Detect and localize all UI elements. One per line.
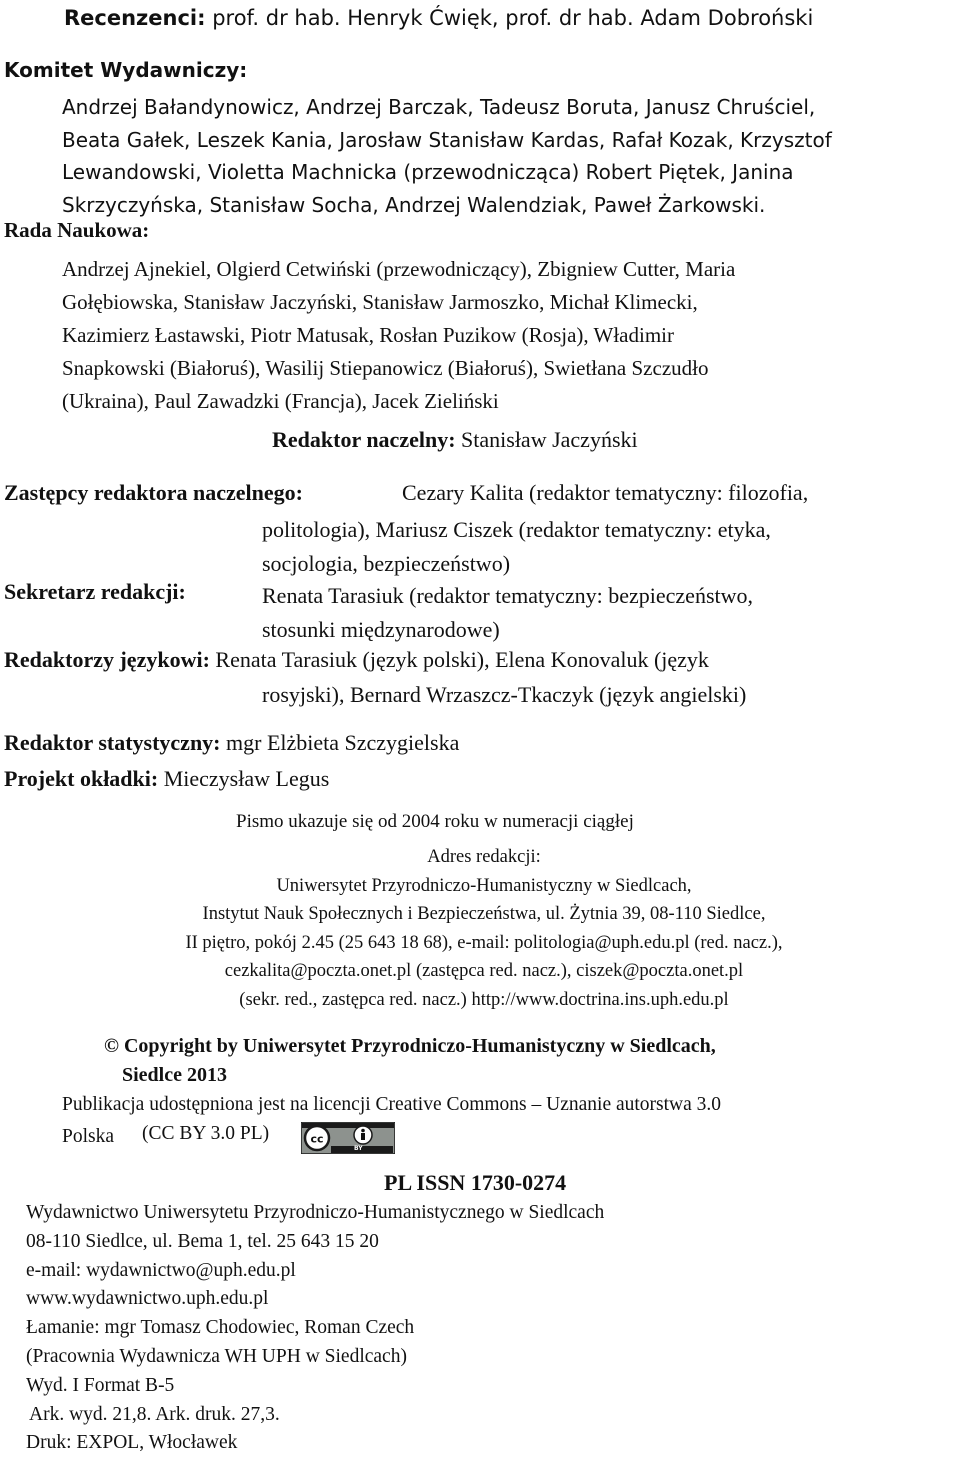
science-council-line: Kazimierz Łastawski, Piotr Matusak, Rosłan Puzikow (Rosja), Władimir bbox=[62, 323, 675, 347]
deputy-editors-rest bbox=[262, 513, 771, 580]
secretary-line: stosunki międzynarodowe) bbox=[262, 617, 500, 642]
cover-design-value: Mieczysław Legus bbox=[158, 766, 330, 791]
publisher-line: 08-110 Siedlce, ul. Bema 1, tel. 25 643 15 20 bbox=[26, 1230, 379, 1252]
address-line: II piętro, pokój 2.45 (25 643 18 68), e-mail: politologia@uph.edu.pl (red. nacz.), bbox=[185, 932, 783, 953]
editorial-address bbox=[84, 843, 884, 1014]
committee-line: Skrzyczyńska, Stanisław Socha, Andrzej Walendziak, Paweł Żarkowski. bbox=[62, 192, 766, 217]
science-council-line: Gołębiowska, Stanisław Jaczyński, Stanisław Jarmoszko, Michał Klimecki, bbox=[62, 290, 698, 314]
publisher-line: Druk: EXPOL, Włocławek bbox=[26, 1432, 238, 1454]
language-editors-first: Renata Tarasiuk (język polski), Elena Konovaluk (język bbox=[209, 647, 709, 672]
address-line: Instytut Nauk Społecznych i Bezpieczeństwa, ul. Żytnia 39, 08-110 Siedlce, bbox=[202, 904, 766, 924]
language-editors bbox=[4, 647, 709, 673]
address-title: Adres redakcji: bbox=[427, 847, 541, 867]
publication-note: Pismo ukazuje się od 2004 roku w numeracji ciągłej bbox=[236, 811, 634, 832]
address-line: Uniwersytet Przyrodniczo-Humanistyczny w Siedlcach, bbox=[276, 875, 692, 896]
secretary-value bbox=[262, 579, 753, 647]
deputy-editors-line: politologia), Mariusz Ciszek (redaktor tematyczny: etyka, bbox=[262, 517, 771, 542]
committee-line: Lewandowski, Violetta Machnicka (przewodnicząca) Robert Piętek, Janina bbox=[62, 160, 794, 184]
statistical-editor-label: Redaktor statystyczny: bbox=[4, 730, 221, 755]
secretary-label: Sekretarz redakcji: bbox=[4, 579, 186, 604]
publisher-line: Łamanie: mgr Tomasz Chodowiec, Roman Czech bbox=[26, 1317, 415, 1339]
copyright-year: Siedlce 2013 bbox=[122, 1064, 227, 1086]
statistical-editor bbox=[4, 730, 459, 756]
address-line: (sekr. red., zastępca red. nacz.) http://www.doctrina.ins.uph.edu.pl bbox=[239, 989, 729, 1010]
editor-in-chief-value: Stanisław Jaczyński bbox=[455, 427, 638, 452]
publisher-line: Wyd. I Format B-5 bbox=[26, 1374, 175, 1396]
publisher-line: Wydawnictwo Uniwersytetu Przyrodniczo-Humanistycznego w Siedlcach bbox=[26, 1202, 605, 1223]
language-editors-label: Redaktorzy językowi: bbox=[4, 647, 210, 672]
copyright-line: © Copyright by Uniwersytet Przyrodniczo-Humanistyczny w Siedlcach, bbox=[104, 1035, 716, 1057]
deputy-editors-first: Cezary Kalita (redaktor tematyczny: filozofia, bbox=[402, 480, 809, 505]
publisher-line: (Pracownia Wydawnicza WH UPH w Siedlcach) bbox=[26, 1345, 407, 1367]
deputy-editors-label: Zastępcy redaktora naczelnego: bbox=[4, 480, 303, 505]
creative-commons-by-badge-icon bbox=[301, 1122, 395, 1154]
committee-members bbox=[62, 91, 832, 221]
license-country: Polska bbox=[62, 1126, 115, 1147]
committee-line: Andrzej Bałandynowicz, Andrzej Barczak, Tadeusz Boruta, Janusz Chruściel, bbox=[62, 95, 816, 119]
cc-badge-graphic bbox=[301, 1122, 395, 1154]
reviewers-value: prof. dr hab. Henryk Ćwięk, prof. dr hab. Adam Dobroński bbox=[205, 6, 814, 30]
science-council-members bbox=[62, 253, 735, 418]
publisher-line: www.wydawnictwo.uph.edu.pl bbox=[26, 1288, 269, 1310]
statistical-editor-value: mgr Elżbieta Szczygielska bbox=[220, 730, 460, 755]
svg-text:cc: cc bbox=[310, 1132, 324, 1146]
publisher-line: Ark. wyd. 21,8. Ark. druk. 27,3. bbox=[29, 1403, 280, 1425]
editor-in-chief-label: Redaktor naczelny: bbox=[272, 427, 456, 452]
editor-in-chief bbox=[272, 427, 638, 453]
publisher-info bbox=[26, 1199, 604, 1458]
license-short: (CC BY 3.0 PL) bbox=[142, 1123, 270, 1144]
address-line: cezkalita@poczta.onet.pl (zastępca red. nacz.), ciszek@poczta.onet.pl bbox=[224, 961, 744, 981]
license-line: Publikacja udostępniona jest na licencji Creative Commons – Uznanie autorstwa 3.0 bbox=[62, 1094, 722, 1115]
secretary-line: Renata Tarasiuk (redaktor tematyczny: bezpieczeństwo, bbox=[262, 583, 754, 608]
reviewers-label: Recenzenci: bbox=[64, 6, 206, 30]
science-council-line: (Ukraina), Paul Zawadzki (Francja), Jacek Zieliński bbox=[62, 389, 499, 413]
cover-design bbox=[4, 766, 329, 792]
committee-label: Komitet Wydawniczy: bbox=[4, 58, 248, 82]
reviewers-line bbox=[64, 6, 813, 30]
language-editors-second: rosyjski), Bernard Wrzaszcz-Tkaczyk (język angielski) bbox=[262, 682, 747, 707]
cover-design-label: Projekt okładki: bbox=[4, 766, 159, 791]
science-council-line: Andrzej Ajnekiel, Olgierd Cetwiński (przewodniczący), Zbigniew Cutter, Maria bbox=[62, 257, 736, 281]
publisher-line: e-mail: wydawnictwo@uph.edu.pl bbox=[26, 1259, 296, 1281]
science-council-line: Snapkowski (Białoruś), Wasilij Stiepanowicz (Białoruś), Swietłana Szczudło bbox=[62, 356, 709, 380]
deputy-editors-line: socjologia, bezpieczeństwo) bbox=[262, 550, 511, 576]
committee-line: Beata Gałek, Leszek Kania, Jarosław Stanisław Kardas, Rafał Kozak, Krzysztof bbox=[62, 127, 832, 152]
cc-badge-label: BY bbox=[354, 1145, 363, 1152]
issn: PL ISSN 1730-0274 bbox=[384, 1170, 567, 1195]
science-council-label: Rada Naukowa: bbox=[4, 218, 150, 242]
